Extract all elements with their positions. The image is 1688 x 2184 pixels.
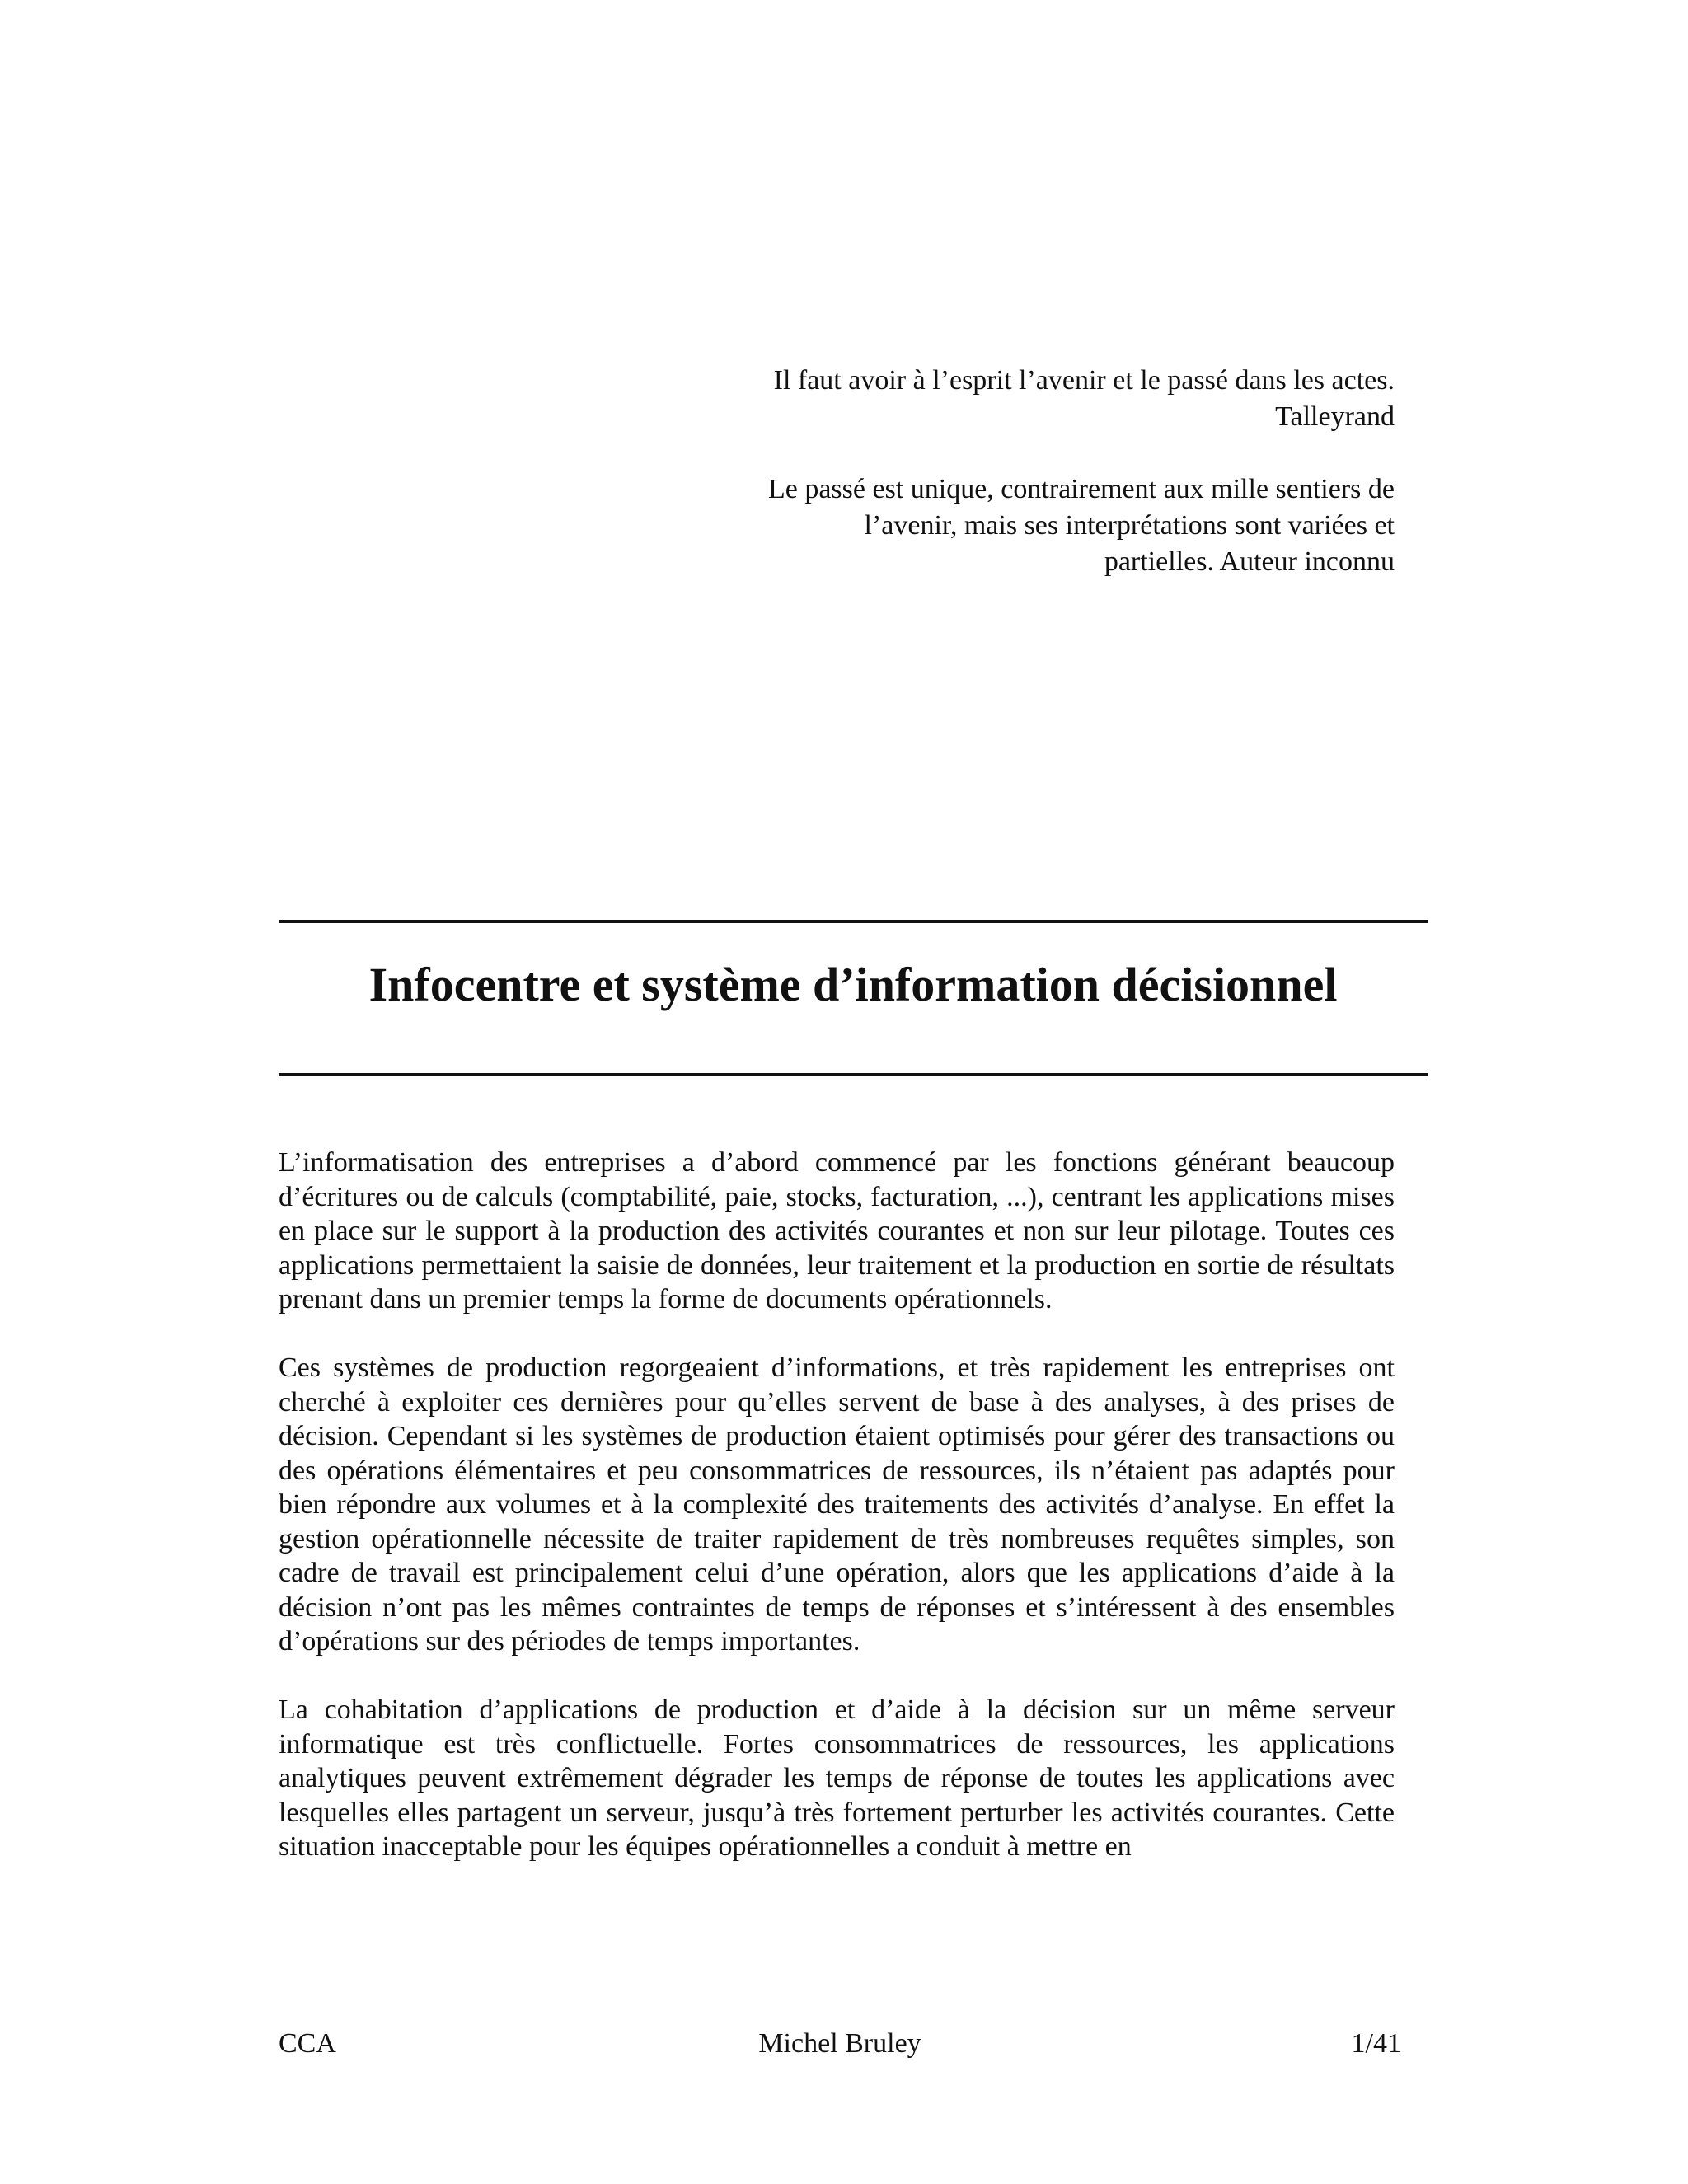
paragraph: L’informatisation des entreprises a d’abord commencé par les fonctions générant beaucoup d’écritures ou de calculs (comptabilité, paie, stocks, facturation, ...), centrant les applications mises en place sur le support à la production des activités courantes et non sur leur pilotage. Toutes ces applications permettaient la saisie de données, leur traitement et la production en sortie de résultats prenant dans un premier temps la forme de documents opérationnels. [279, 1147, 1395, 1315]
paragraph: Ces systèmes de production regorgeaient d’informations, et très rapidement les entreprises ont cherché à exploiter ces dernières pour qu’elles servent de base à des analyses, à des prises de décision. Cependant si les systèmes de production étaient optimisés pour gérer des transactions ou des opérations élémentaires et peu consommatrices de ressources, ils n’étaient pas adaptés pour bien répondre aux volumes et à la complexité des traitements des activités d’analyse. En effet la gestion opérationnelle nécessite de traiter rapidement de très nombreuses requêtes simples, son cadre de travail est principalement celui d’une opération, alors que les applications d’aide à la décision n’ont pas les mêmes contraintes de temps de réponses et s’intéressent à des ensembles d’opérations sur des périodes de temps importantes. [279, 1352, 1395, 1657]
paragraph: La cohabitation d’applications de production et d’aide à la décision sur un même serveur informatique est très conflictuelle. Fortes consommatrices de ressources, les applications analytiques peuvent extrêmement dégrader les temps de réponse de toutes les applications avec lesquelles elles partagent un serveur, jusqu’à très fortement perturber les activités courantes. Cette situation inacceptable pour les équipes opérationnelles a conduit à mettre en [279, 1694, 1395, 1862]
footer-author: Michel Bruley [758, 2028, 921, 2059]
epigraph-line: l’avenir, mais ses interprétations sont variées et [864, 510, 1395, 541]
document-title: Infocentre et système d’information décisionnel [368, 958, 1338, 1011]
epigraph-line: Il faut avoir à l’esprit l’avenir et le passé dans les actes. [773, 365, 1395, 396]
page-number: 1/41 [1351, 2028, 1401, 2059]
epigraph-line: Le passé est unique, contrairement aux mille sentiers de [767, 474, 1395, 504]
epigraph-author: Talleyrand [1275, 401, 1395, 432]
epigraph-talleyrand [725, 363, 1395, 435]
footer-organization: CCA [279, 2028, 336, 2059]
epigraphs [725, 363, 1395, 580]
epigraph-line: partielles. Auteur inconnu [1104, 546, 1395, 577]
body-text [279, 1146, 1395, 1898]
page-footer [279, 2026, 1401, 2062]
epigraph-unknown [725, 471, 1395, 580]
title-rule-bottom [279, 1073, 1428, 1076]
title-rule-top [279, 920, 1428, 923]
